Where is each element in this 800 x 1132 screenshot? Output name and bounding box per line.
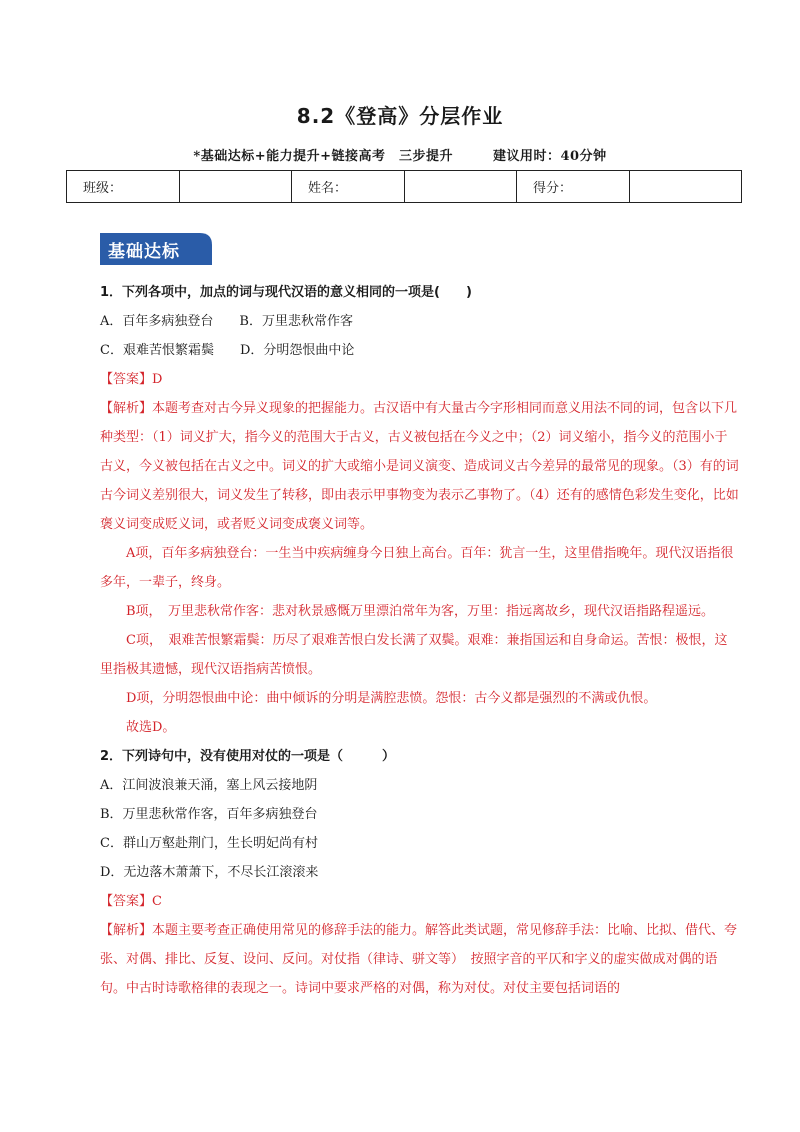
class-label: 班级： [67,171,180,203]
q1-analysis-conclusion: 故选D。 [126,720,176,735]
name-field[interactable] [404,171,516,203]
score-field[interactable] [629,171,741,203]
q2-option-b: B．万里悲秋常作客，百年多病独登台 [100,807,318,822]
q1-option-row: A．百年多病独登台 B．万里悲秋常作客 [100,314,353,329]
q2-answer: 【答案】C [100,894,162,909]
q2-option-a: A．江间波浪兼天涌，塞上风云接地阴 [100,778,318,793]
q1-analysis-d: D项，分明怨恨曲中论：曲中倾诉的分明是满腔悲愤。怨恨：古今义都是强烈的不满或仇恨。 [126,691,657,706]
info-table [66,170,742,203]
q2-option-c: C．群山万壑赴荆门，生长明妃尚有村 [100,836,318,851]
question-2: 2．下列诗句中，没有使用对仗的一项是（ ） [100,749,396,764]
subtitle-right: 建议用时：40分钟 [493,149,607,164]
q1-answer: 【答案】D [100,372,163,387]
score-label: 得分： [516,171,629,203]
subtitle-left: *基础达标+能力提升+链接高考 三步提升 [193,149,453,164]
class-field[interactable] [179,171,291,203]
page-title: 8.2《登高》分层作业 [296,104,504,128]
q1-analysis-b: B项， 万里悲秋常作客：悲对秋景感慨万里漂泊常年为客，万里：指远离故乡，现代汉语指路程遥远。 [126,604,715,619]
question-1: 1．下列各项中，加点的词与现代汉语的意义相同的一项是( ) [100,285,472,300]
section-banner [100,233,212,265]
q1-analysis-c: C项， 艰难苦恨繁霜鬓：历尽了艰难苦恨白发长满了双鬓。艰难：兼指国运和自身命运。苦恨：极恨，这里指极其遗憾，现代汉语指病苦愤恨。 [100,633,728,677]
section-banner-label: 基础达标 [108,242,180,262]
q1-analysis-intro: 【解析】本题考查对古今异义现象的把握能力。古汉语中有大量古今字形相同而意义用法不同的词，包含以下几种类型：（1）词义扩大，指今义的范围大于古义，古义被包括在今义之中；（2）词义缩小，指今义的范围小于古义，今义被包括在古义之中。词义的扩大或缩小是词义演变、造成词义古今差异的最常见的现象。（3）有的词古今词义差别很大，词义发生了转移，即由表示甲事物变为表示乙事物了。（4）还有的感情色彩发生变化，比如褒义词变成贬义词，或者贬义词变成褒义词等。 [100,401,739,532]
content-area [100,278,740,1003]
name-label: 姓名： [291,171,404,203]
q2-option-d: D．无边落木萧萧下，不尽长江滚滚来 [100,865,319,880]
q1-option-row: C．艰难苦恨繁霜鬓 D．分明怨恨曲中论 [100,343,355,358]
q2-analysis: 【解析】本题主要考查正确使用常见的修辞手法的能力。解答此类试题，常见修辞手法：比喻、比拟、借代、夸张、对偶、排比、反复、设问、反问。对仗指（律诗、骈文等） 按照字音的平仄和字义的虚实做成对偶的语句。中古时诗歌格律的表现之一。诗词中要求严格的对偶，称为对仗。对仗主要包括词语的 [100,923,738,996]
q1-analysis-a: A项，百年多病独登台：一生当中疾病缠身今日独上高台。百年：犹言一生，这里借指晚年。现代汉语指很多年，一辈子，终身。 [100,546,734,590]
page-subtitle [0,145,800,164]
